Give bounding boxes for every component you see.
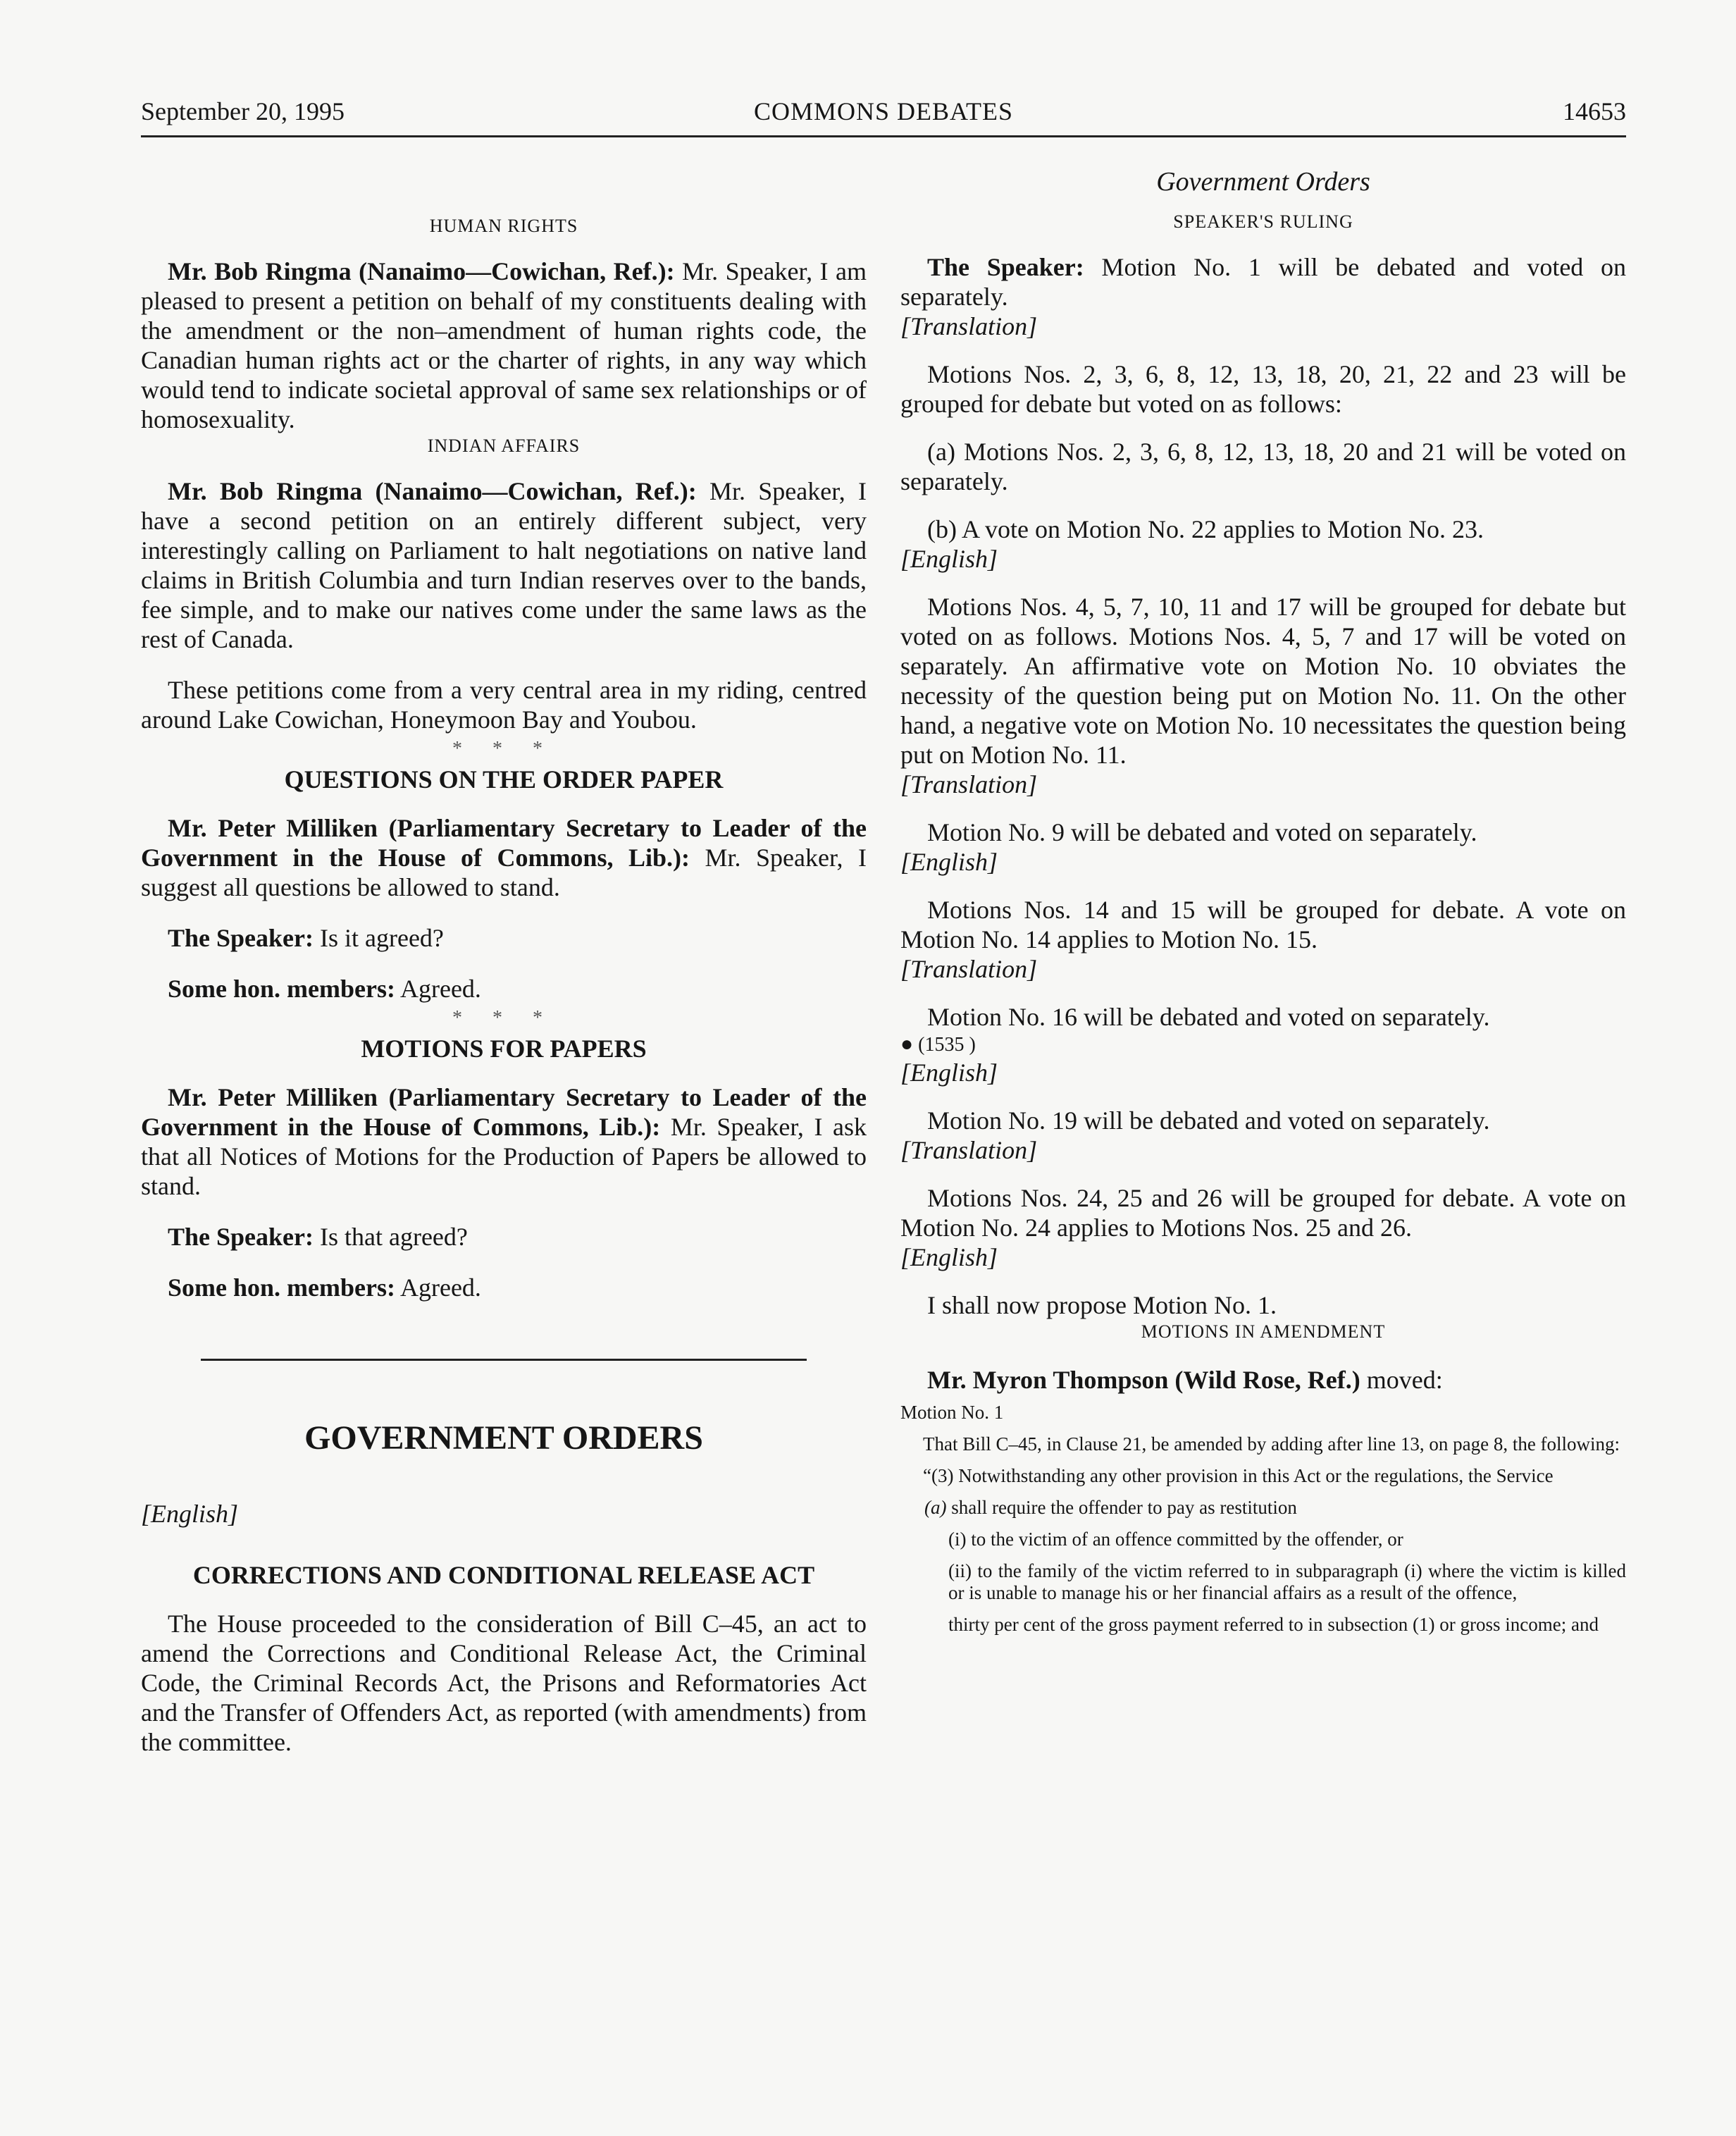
clause-letter: (a) xyxy=(924,1497,947,1518)
speaker-name: The Speaker: xyxy=(168,1223,314,1251)
motion-text-2: “(3) Notwithstanding any other provision in this Act or the regulations, the Service xyxy=(923,1465,1554,1486)
paragraph-ruling-7: Motion No. 19 will be debated and voted on separately. xyxy=(927,1106,1490,1135)
speaker-name: Some hon. members: xyxy=(168,1273,395,1302)
paragraph-ruling-2b: (b) A vote on Motion No. 22 applies to Motion No. 23. xyxy=(927,515,1484,543)
paragraph-mover xyxy=(900,1365,1626,1395)
speech-text: Agreed. xyxy=(395,975,481,1003)
speaker-name: The Speaker: xyxy=(168,924,314,952)
speaker-name: Mr. Peter Milliken (Parliamentary Secretary to Leader of the Government in the House of Commons, Lib.): xyxy=(141,1083,867,1141)
heading-questions-order-paper: QUESTIONS ON THE ORDER PAPER xyxy=(284,765,724,794)
paragraph-ruling-1 xyxy=(900,252,1626,311)
header-date: September 20, 1995 xyxy=(141,97,345,125)
speaker-name: Mr. Myron Thompson (Wild Rose, Ref.) xyxy=(927,1366,1360,1394)
paragraph-propose-motion: I shall now propose Motion No. 1. xyxy=(927,1291,1277,1319)
timestamp-marker xyxy=(900,1032,1626,1058)
section-divider-rule xyxy=(201,1359,807,1361)
language-marker: [English] xyxy=(900,848,998,876)
paragraph-members-reply xyxy=(141,974,867,1004)
speaker-name: Mr. Peter Milliken (Parliamentary Secretary to Leader of the Government in the House of Commons, Lib.): xyxy=(141,814,867,872)
paragraph-motions-papers xyxy=(141,1082,867,1201)
section-title-government-orders: Government Orders xyxy=(1156,167,1370,197)
paragraph-ruling-8: Motions Nos. 24, 25 and 26 will be grouped for debate. A vote on Motion No. 24 applies to Motions Nos. 25 and 26. xyxy=(900,1184,1626,1242)
page-header xyxy=(141,96,1626,137)
speech-text: Agreed. xyxy=(395,1273,481,1302)
paragraph-indian-affairs xyxy=(141,476,867,654)
header-title: COMMONS DEBATES xyxy=(753,97,1014,125)
paragraph-ruling-5: Motions Nos. 14 and 15 will be grouped for debate. A vote on Motion No. 14 applies to Motion No. 15. xyxy=(900,896,1626,953)
speaker-name: The Speaker: xyxy=(927,253,1084,281)
speaker-name: Mr. Bob Ringma (Nanaimo—Cowichan, Ref.): xyxy=(168,257,675,285)
speaker-name: Some hon. members: xyxy=(168,975,395,1003)
heading-indian-affairs: INDIAN AFFAIRS xyxy=(427,436,581,456)
speech-text: Is it agreed? xyxy=(314,924,444,952)
motion-text-6: thirty per cent of the gross payment referred to in subsection (1) or gross income; and xyxy=(948,1614,1599,1635)
heading-motions-in-amendment: MOTIONS IN AMENDMENT xyxy=(1141,1321,1386,1342)
speech-text: Mr. Speaker, I have a second petition on an entirely different subject, very interestingly calling on Parliament to halt negotiations on native land claims in British Columbia and turn Indian reserves over to the bands, fee simple, and to make our natives come under the same laws as the rest of Canada. xyxy=(141,477,867,653)
paragraph-speaker-question xyxy=(141,1222,867,1252)
speech-text: Mr. Speaker, I suggest all questions be allowed to stand. xyxy=(141,844,867,901)
paragraph-speaker-question xyxy=(141,923,867,953)
motion-text-4: (i) to the victim of an offence committed by the offender, or xyxy=(948,1529,1403,1550)
motion-label: Motion No. 1 xyxy=(900,1402,1004,1423)
paragraph-ruling-2a: (a) Motions Nos. 2, 3, 6, 8, 12, 13, 18, 20 and 21 will be voted on separately. xyxy=(900,438,1626,495)
section-separator-stars: * * * xyxy=(452,1007,555,1029)
speech-text: Mr. Speaker, I ask that all Notices of Motions for the Production of Papers be allowed to stand. xyxy=(141,1113,867,1200)
bullet-icon: ● xyxy=(900,1032,914,1056)
speaker-name: Mr. Bob Ringma (Nanaimo—Cowichan, Ref.): xyxy=(168,477,697,505)
motion-text-5: (ii) to the family of the victim referred to in subparagraph (i) where the victim is killed or is unable to manage his or her financial affairs as a result of the offence, xyxy=(948,1560,1626,1603)
paragraph-petitions-origin: These petitions come from a very central area in my riding, centred around Lake Cowichan, Honeymoon Bay and Youbou. xyxy=(141,676,867,734)
language-marker: [Translation] xyxy=(900,770,1038,798)
paragraph-ruling-2: Motions Nos. 2, 3, 6, 8, 12, 13, 18, 20, 21, 22 and 23 will be grouped for debate but voted on as follows: xyxy=(900,360,1626,418)
paragraph-bill-c45: The House proceeded to the consideration of Bill C–45, an act to amend the Corrections and Conditional Release Act, the Criminal Code, the Criminal Records Act, the Prisons and Reformatories Act and the Transfer of Offenders Act, as reported (with amendments) from the committee. xyxy=(141,1610,867,1756)
clause-text: shall require the offender to pay as restitution xyxy=(946,1497,1297,1518)
header-page-number: 14653 xyxy=(1563,97,1626,125)
heading-motions-for-papers: MOTIONS FOR PAPERS xyxy=(361,1035,647,1063)
speech-text: Motion No. 1 will be debated and voted on separately. xyxy=(900,253,1627,311)
heading-speakers-ruling: SPEAKER'S RULING xyxy=(1173,211,1353,232)
motion-text-3 xyxy=(900,1497,1626,1519)
paragraph-questions xyxy=(141,813,867,902)
language-marker: [English] xyxy=(900,1058,998,1087)
language-marker: [English] xyxy=(900,545,998,573)
language-marker: [English] xyxy=(141,1500,239,1528)
heading-corrections-act: CORRECTIONS AND CONDITIONAL RELEASE ACT xyxy=(192,1561,815,1589)
right-column xyxy=(900,166,1626,1636)
language-marker: [Translation] xyxy=(900,312,1038,340)
motion-text-1: That Bill C–45, in Clause 21, be amended by adding after line 13, on page 8, the following: xyxy=(923,1433,1620,1455)
paragraph-ruling-4: Motion No. 9 will be debated and voted on separately. xyxy=(927,818,1477,846)
paragraph-ruling-6: Motion No. 16 will be debated and voted on separately. xyxy=(927,1003,1490,1031)
language-marker: [English] xyxy=(900,1243,998,1271)
paragraph-human-rights xyxy=(141,257,867,434)
left-column xyxy=(141,166,867,1757)
speech-text: moved: xyxy=(1360,1366,1443,1394)
paragraph-ruling-3: Motions Nos. 4, 5, 7, 10, 11 and 17 will be grouped for debate but voted on as follows. Motions Nos. 4, 5, 7 and 17 will be voted on separately. An affirmative vote on Motion No. 10 obviates the necessity of the question being put on Motion No. 11. On the other hand, a negative vote on Motion No. 10 necessitates the question being put on Motion No. 11. xyxy=(900,593,1626,769)
speech-text: Is that agreed? xyxy=(314,1223,468,1251)
speech-text: Mr. Speaker, I am pleased to present a petition on behalf of my constituents dealing with the amendment or the non–amendment of human rights code, the Canadian human rights act or the charter of rights, in any way which would tend to indicate societal approval of same sex relationships or of homosexuality. xyxy=(141,257,867,433)
timestamp-text: (1535 ) xyxy=(918,1034,976,1056)
heading-human-rights: HUMAN RIGHTS xyxy=(429,216,578,236)
section-separator-stars: * * * xyxy=(452,738,555,760)
heading-government-orders: GOVERNMENT ORDERS xyxy=(304,1419,703,1457)
language-marker: [Translation] xyxy=(900,1136,1038,1164)
language-marker: [Translation] xyxy=(900,955,1038,983)
paragraph-members-reply xyxy=(141,1273,867,1302)
